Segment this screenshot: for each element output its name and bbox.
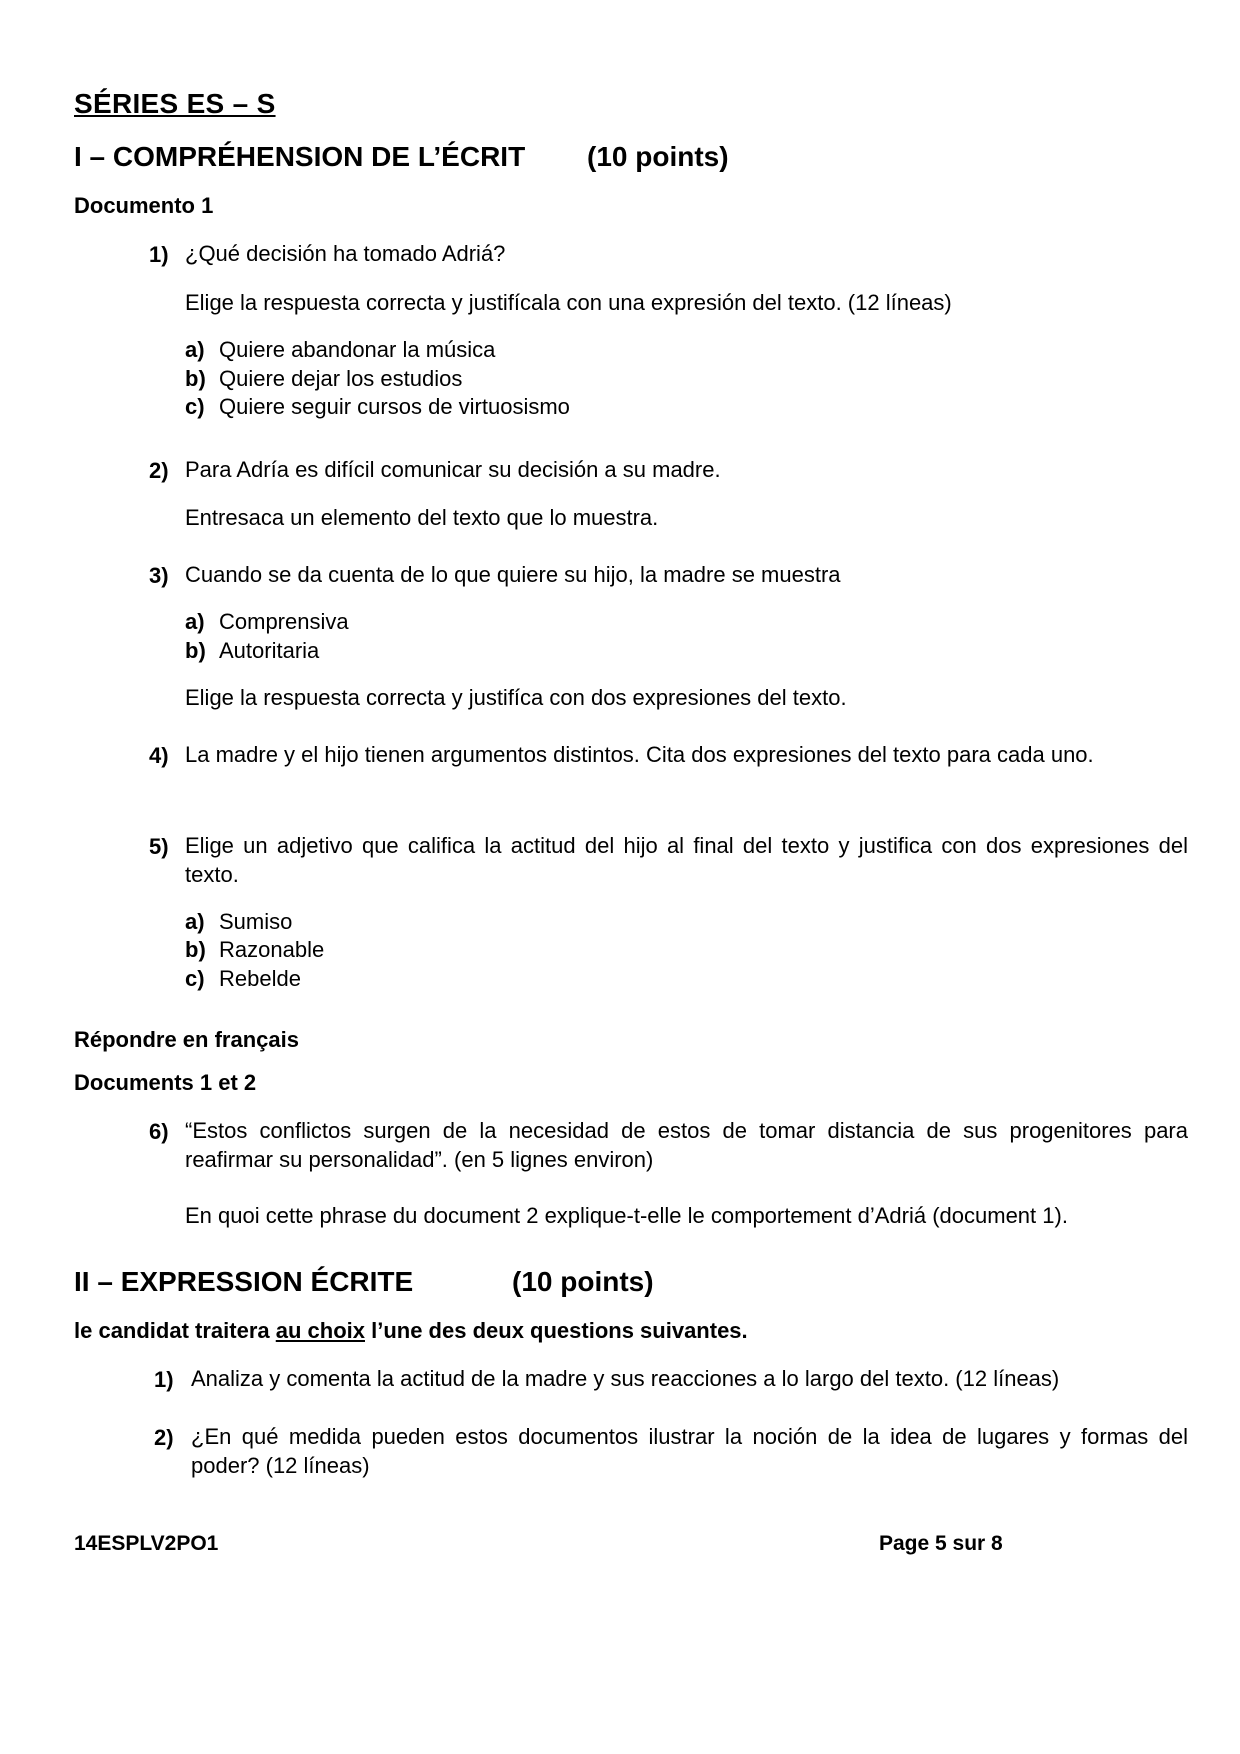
footer-page-number: Page 5 sur 8 <box>879 1532 1003 1555</box>
question-number: 3) <box>149 563 169 588</box>
part1-points: (10 points) <box>587 141 729 172</box>
question-3-instruction: Elige la respuesta correcta y justifíca con dos expresiones del texto. <box>185 685 847 710</box>
series-heading: SÉRIES ES – S <box>74 88 276 119</box>
option-item: b) Autoritaria <box>185 638 320 663</box>
part2-instructions: le candidat traitera au choix l’une des deux questions suivantes. <box>74 1318 748 1343</box>
option-item: a) Sumiso <box>185 909 293 934</box>
question-4-text: La madre y el hijo tienen argumentos distintos. Cita dos expresiones del texto para cada uno. <box>185 742 1094 767</box>
question-number: 1) <box>149 242 169 267</box>
question-number: 5) <box>149 834 169 859</box>
option-item: a) Comprensiva <box>185 609 349 634</box>
question-5-text: Elige un adjetivo que califica la actitud del hijo al final del texto y justifica con dos expresiones del texto. <box>185 833 1188 887</box>
question-number: 1) <box>154 1367 174 1392</box>
part2-title: II – EXPRESSION ÉCRITE <box>74 1266 414 1297</box>
option-item: b) Quiere dejar los estudios <box>185 366 463 391</box>
question-6-instruction: En quoi cette phrase du document 2 explique-t-elle le comportement d’Adriá (document 1). <box>185 1203 1068 1228</box>
option-item: a) Quiere abandonar la música <box>185 337 496 362</box>
part2-points: (10 points) <box>512 1266 654 1297</box>
question-2-text: Para Adría es difícil comunicar su decisión a su madre. <box>185 457 721 482</box>
question-number: 2) <box>154 1425 174 1450</box>
question-1-instruction: Elige la respuesta correcta y justifícala con una expresión del texto. (12 líneas) <box>185 290 952 315</box>
question-number: 2) <box>149 458 169 483</box>
respond-in-french-heading: Répondre en français <box>74 1027 299 1052</box>
option-item: c) Quiere seguir cursos de virtuosismo <box>185 394 570 419</box>
expression-question-2-text: ¿En qué medida pueden estos documentos ilustrar la noción de la idea de lugares y formas del poder? (12 líneas) <box>191 1424 1188 1478</box>
question-2-instruction: Entresaca un elemento del texto que lo muestra. <box>185 505 659 530</box>
part1-title: I – COMPRÉHENSION DE L’ÉCRIT <box>74 141 526 172</box>
question-6-text: “Estos conflictos surgen de la necesidad de estos de tomar distancia de sus progenitores para reafirmar su personalidad”. (en 5 lignes environ) <box>185 1118 1188 1172</box>
footer-exam-code: 14ESPLV2PO1 <box>74 1532 219 1555</box>
question-number: 4) <box>149 743 169 768</box>
expression-question-1-text: Analiza y comenta la actitud de la madre y sus reacciones a lo largo del texto. (12 líneas) <box>191 1366 1060 1391</box>
documents-1-2-heading: Documents 1 et 2 <box>74 1070 257 1095</box>
document-1-heading: Documento 1 <box>74 193 214 218</box>
question-3-text: Cuando se da cuenta de lo que quiere su hijo, la madre se muestra <box>185 562 841 587</box>
question-number: 6) <box>149 1119 169 1144</box>
option-item: c) Rebelde <box>185 966 301 991</box>
question-1-text: ¿Qué decisión ha tomado Adriá? <box>185 241 506 266</box>
option-item: b) Razonable <box>185 937 325 962</box>
